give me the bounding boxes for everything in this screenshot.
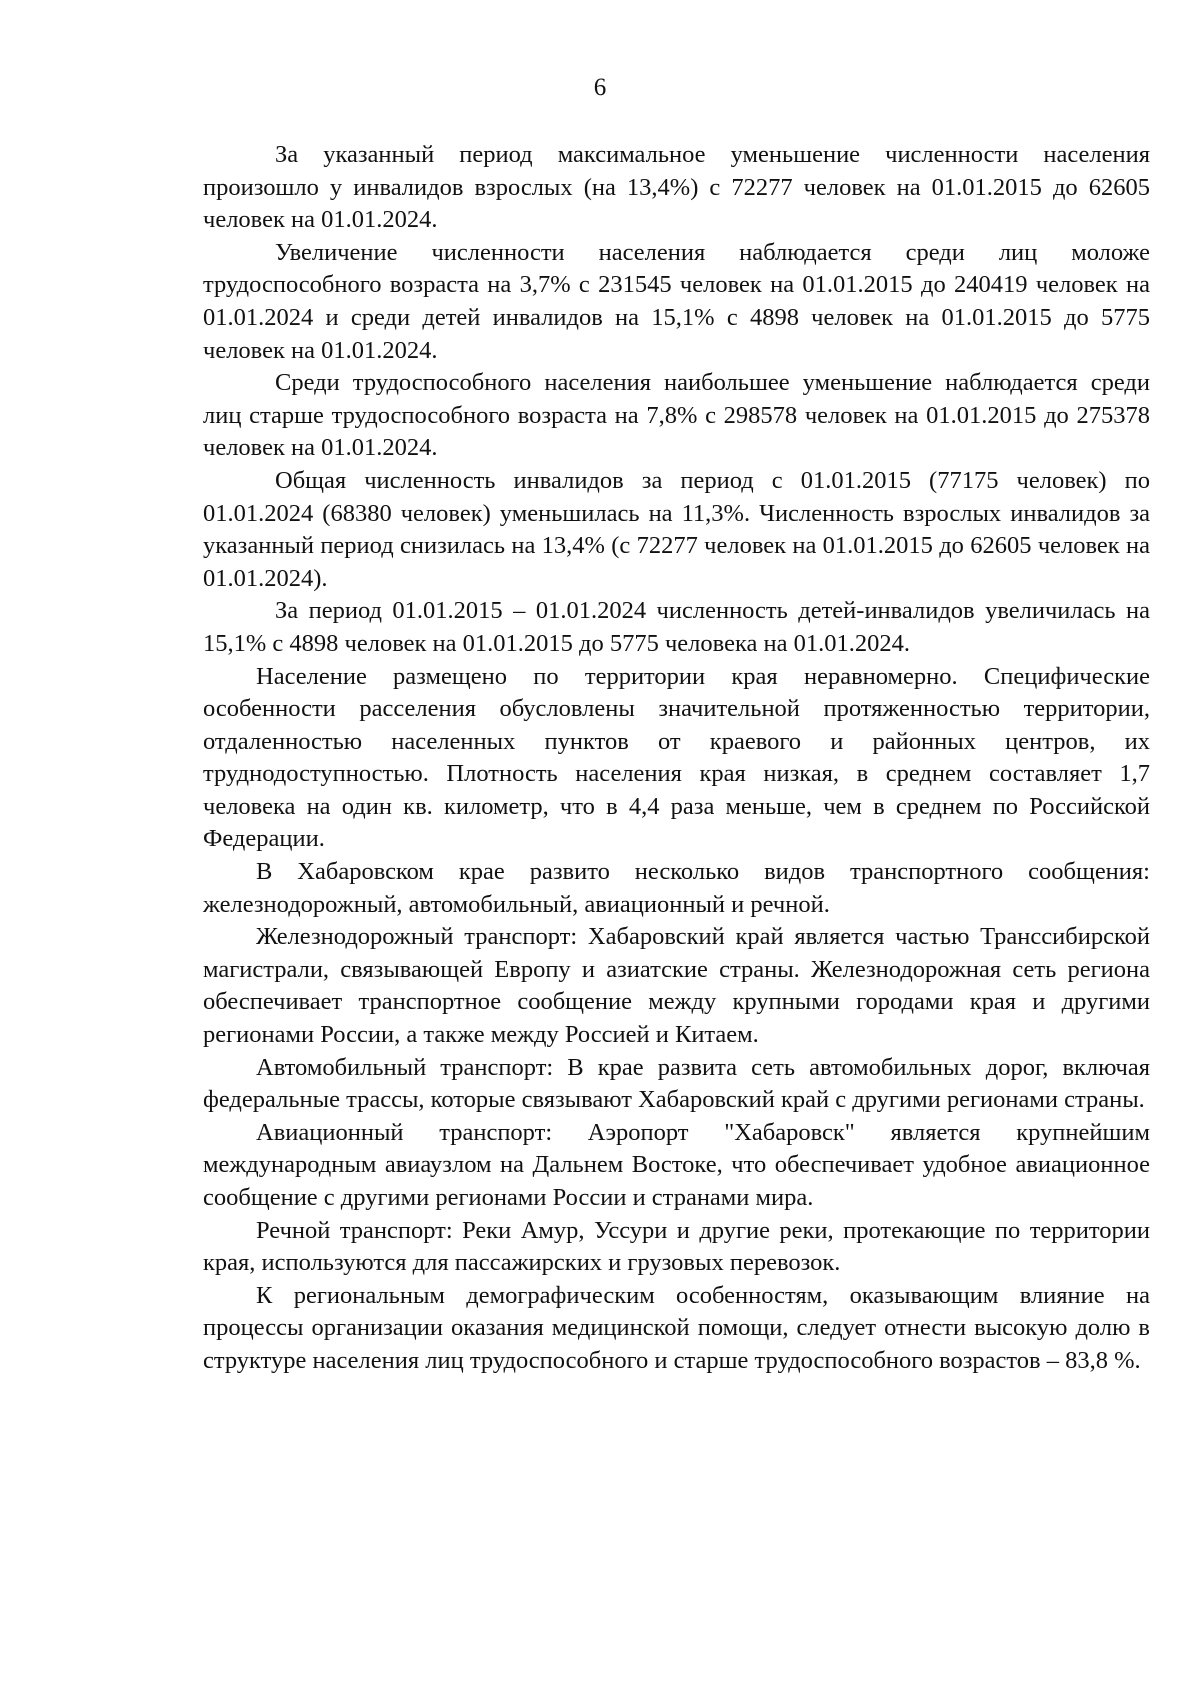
paragraph-river-transport: Речной транспорт: Реки Амур, Уссури и другие реки, протекающие по территории края, используются для пассажирских и грузовых перевозок. bbox=[203, 1216, 1150, 1277]
paragraph-population-increase: Увеличение численности населения наблюдается среди лиц моложе трудоспособного возраста на 3,7% с 231545 человек на 01.01.2015 до 240419 человек на 01.01.2024 и среди детей инвалидов на 15,1% с 4898 человек на 01.01.2015 до 5775 человек на 01.01.2024. bbox=[203, 238, 1150, 364]
document-body bbox=[203, 139, 1150, 1378]
paragraph-disabled-children: За период 01.01.2015 – 01.01.2024 численность детей-инвалидов увеличилась на 15,1% с 4898 человек на 01.01.2015 до 5775 человека на 01.01.2024. bbox=[203, 597, 1150, 657]
paragraph-transport-types: В Хабаровском крае развито несколько видов транспортного сообщения: железнодорожный, автомобильный, авиационный и речной. bbox=[203, 858, 1150, 918]
paragraph-railway-transport: Железнодорожный транспорт: Хабаровский край является частью Транссибирской магистрали, связывающей Европу и азиатские страны. Железнодорожная сеть региона обеспечивает транспортное сообщение между крупными городами края и другими регионами России, а также между Россией и Китаем. bbox=[203, 923, 1150, 1049]
paragraph-total-disabled: Общая численность инвалидов за период с 01.01.2015 (77175 человек) по 01.01.2024 (68380 человек) уменьшилась на 11,3%. Численность взрослых инвалидов за указанный период снизилась на 13,4% (с 72277 человек на 01.01.2015 до 62605 человек на 01.01.2024). bbox=[203, 466, 1150, 592]
page-number: 6 bbox=[593, 74, 607, 101]
paragraph-population-distribution: Население размещено по территории края неравномерно. Специфические особенности расселения обусловлены значительной протяженностью территории, отдаленностью населенных пунктов от краевого и районных центров, их труднодоступностью. Плотность населения края низкая, в среднем составляет 1,7 человека на один кв. километр, что в 4,4 раза меньше, чем в среднем по Российской Федерации. bbox=[203, 662, 1150, 853]
paragraph-disabled-adults-decrease: За указанный период максимальное уменьшение численности населения произошло у инвалидов взрослых (на 13,4%) с 72277 человек на 01.01.2015 до 62605 человек на 01.01.2024. bbox=[203, 141, 1150, 234]
paragraph-air-transport: Авиационный транспорт: Аэропорт "Хабаровск" является крупнейшим международным авиаузлом на Дальнем Востоке, что обеспечивает удобное авиационное сообщение с другими регионами России и странами мира. bbox=[203, 1118, 1150, 1211]
paragraph-road-transport: Автомобильный транспорт: В крае развита сеть автомобильных дорог, включая федеральные трассы, которые связывают Хабаровский край с другими регионами страны. bbox=[203, 1053, 1150, 1114]
paragraph-demographic-features: К региональным демографическим особенностям, оказывающим влияние на процессы организации оказания медицинской помощи, следует отнести высокую долю в структуре населения лиц трудоспособного и старше трудоспособного возрастов – 83,8 %. bbox=[203, 1281, 1150, 1374]
paragraph-working-age-decrease: Среди трудоспособного населения наибольшее уменьшение наблюдается среди лиц старше трудоспособного возраста на 7,8% с 298578 человек на 01.01.2015 до 275378 человек на 01.01.2024. bbox=[203, 369, 1150, 462]
